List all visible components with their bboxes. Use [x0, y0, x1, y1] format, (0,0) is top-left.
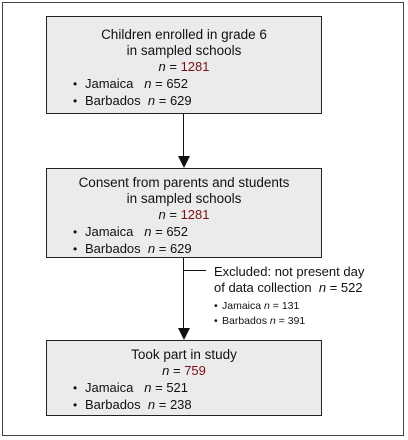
- box-took-part-title: Took part in study: [131, 347, 237, 362]
- connector-1: [183, 114, 184, 158]
- excluded-line-1: Excluded: not present day: [214, 264, 365, 279]
- box-enrolled-n: n = 1281: [158, 59, 210, 74]
- list-item: • Jamaica n = 131: [214, 299, 394, 314]
- box-consent-n-value: 1281: [180, 207, 210, 222]
- list-item: • Barbados n = 629: [73, 241, 321, 258]
- list-item: • Barbados n = 238: [73, 397, 321, 414]
- box-enrolled-n-value: 1281: [180, 59, 210, 74]
- box-took-part-n: n = 759: [162, 363, 206, 378]
- box-consent-title-2: in sampled schools: [126, 191, 242, 206]
- list-item: • Barbados n = 391: [214, 314, 394, 329]
- box-took-part: [46, 340, 322, 416]
- box-enrolled-title-1: Children enrolled in grade 6: [101, 27, 267, 42]
- list-item: • Barbados n = 629: [73, 93, 321, 110]
- list-item: • Jamaica n = 652: [73, 224, 321, 241]
- box-enrolled-title-2: in sampled schools: [126, 43, 242, 58]
- box-enrolled-list: [73, 76, 321, 109]
- box-enrolled: [46, 16, 322, 114]
- excluded-note: [214, 264, 394, 329]
- box-consent-n: n = 1281: [158, 207, 210, 222]
- connector-2: [183, 258, 184, 330]
- list-item: • Jamaica n = 652: [73, 76, 321, 93]
- box-took-part-n-value: 759: [184, 363, 206, 378]
- arrowhead-2: [178, 328, 190, 340]
- box-took-part-list: [73, 380, 321, 413]
- excluded-list: [214, 299, 394, 329]
- list-item: • Jamaica n = 521: [73, 380, 321, 397]
- box-consent: [46, 168, 322, 258]
- box-consent-list: [73, 224, 321, 257]
- exclusion-branch: [184, 270, 206, 271]
- arrowhead-1: [178, 156, 190, 168]
- excluded-value: 522: [340, 280, 363, 295]
- box-consent-title-1: Consent from parents and students: [78, 175, 290, 190]
- excluded-line-2: of data collection n = 522: [214, 280, 363, 295]
